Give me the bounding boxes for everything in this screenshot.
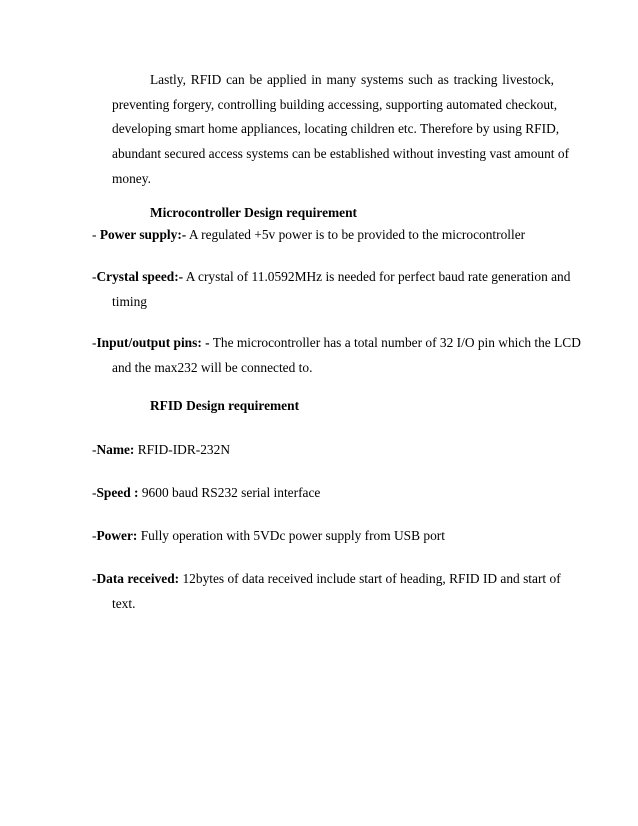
intro-line-4: abundant secured access systems can be established without investing vast amount of xyxy=(112,146,570,162)
crystal-speed-cont: timing xyxy=(112,293,147,309)
rfid-power-prefix: - xyxy=(92,528,97,543)
crystal-speed-prefix: - xyxy=(92,269,97,284)
intro-line-5: money. xyxy=(112,170,151,186)
rfid-speed-prefix: - xyxy=(92,485,97,500)
power-supply-text: A regulated +5v power is to be provided to the microcontroller xyxy=(186,227,526,242)
io-pins-cont: and the max232 will be connected to. xyxy=(112,359,313,375)
rfid-speed-label: Speed : xyxy=(96,485,139,500)
rfid-name-label: Name: xyxy=(96,442,135,457)
power-supply-prefix: - xyxy=(92,227,100,242)
intro-line-2: preventing forgery, controlling building accessing, supporting automated checkout, xyxy=(112,96,558,112)
rfid-data-cont: text. xyxy=(112,595,136,611)
rfid-data-text: 12bytes of data received include start of heading, RFID ID and start of xyxy=(179,571,561,586)
io-pins-prefix: - xyxy=(92,335,97,350)
rfid-name-prefix: - xyxy=(92,442,97,457)
io-pins-item xyxy=(92,331,581,380)
rfid-data-prefix: - xyxy=(92,571,97,586)
crystal-speed-label: Crystal speed:- xyxy=(96,269,184,284)
power-supply-label: Power supply:- xyxy=(99,227,187,242)
rfid-name-item xyxy=(92,438,554,463)
rfid-speed-text: 9600 baud RS232 serial interface xyxy=(138,485,321,500)
io-pins-label: Input/output pins: - xyxy=(96,335,210,350)
rfid-power-text: Fully operation with 5VDc power supply from USB port xyxy=(137,528,445,543)
intro-line-1: Lastly, RFID can be applied in many systems such as tracking livestock, xyxy=(150,72,554,87)
intro-paragraph xyxy=(112,68,570,192)
intro-line-3: developing smart home appliances, locating children etc. Therefore by using RFID, xyxy=(112,121,560,137)
power-supply-item xyxy=(92,223,554,248)
rfid-data-label: Data received: xyxy=(96,571,180,586)
microcontroller-heading: Microcontroller Design requirement xyxy=(150,205,358,220)
rfid-speed-item xyxy=(92,481,554,506)
rfid-data-item xyxy=(92,567,561,616)
rfid-heading: RFID Design requirement xyxy=(150,398,300,413)
io-pins-text: The microcontroller has a total number of 32 I/O pin which the LCD xyxy=(209,335,581,350)
rfid-name-text: RFID-IDR-232N xyxy=(134,442,230,457)
rfid-power-item xyxy=(92,524,554,549)
crystal-speed-item xyxy=(92,265,571,314)
crystal-speed-text: A crystal of 11.0592MHz is needed for perfect baud rate generation and xyxy=(183,269,571,284)
rfid-power-label: Power: xyxy=(96,528,138,543)
